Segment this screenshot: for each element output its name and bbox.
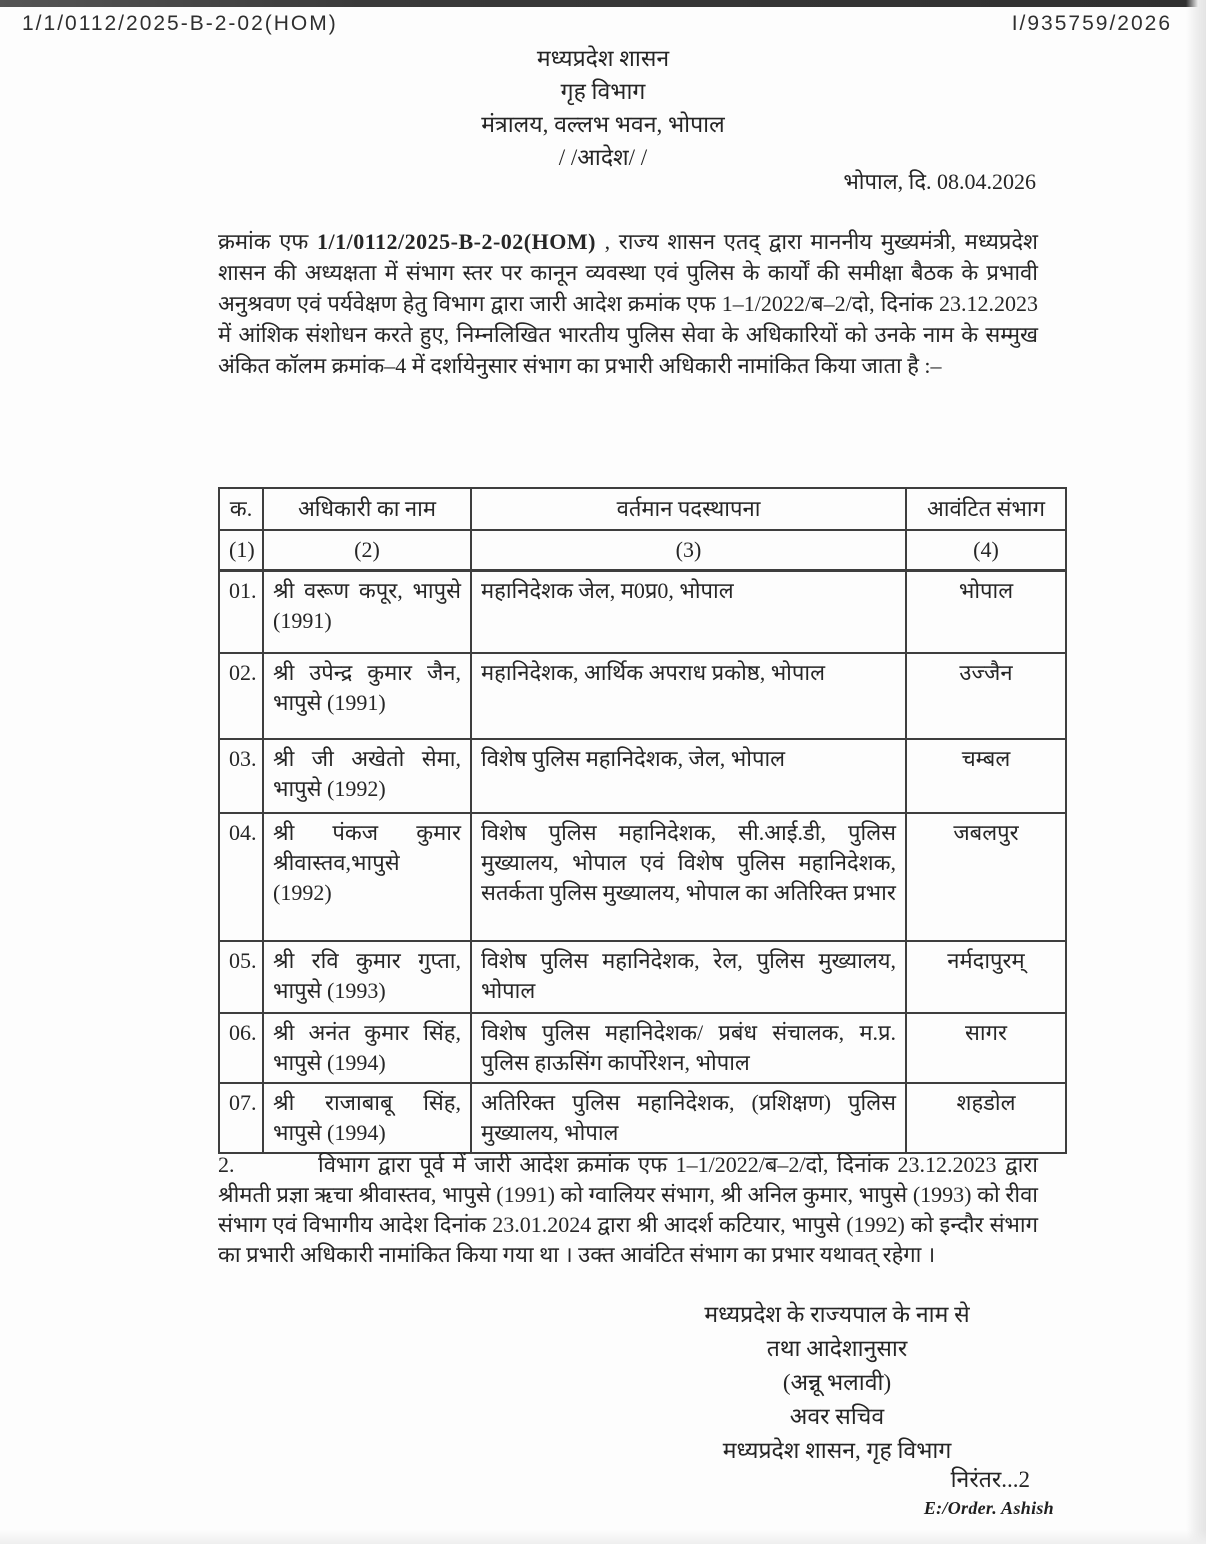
officer-serial-number: 02. [219, 653, 263, 739]
header-allotted-division: आवंटित संभाग [906, 488, 1066, 530]
officer-row [219, 1013, 1066, 1083]
signature-authority-line: मध्यप्रदेश के राज्यपाल के नाम से [704, 1302, 970, 1327]
officer-allotted-division: नर्मदापुरम् [906, 941, 1066, 1013]
order-number-bold: 1/1/0112/2025-B-2-02(HOM) [317, 229, 596, 254]
officer-name: श्री उपेन्द्र कुमार जैन, भापुसे (1991) [263, 653, 471, 739]
officer-serial-number: 03. [219, 739, 263, 813]
second-paragraph-body: विभाग द्वारा पूर्व में जारी आदेश क्रमांक एफ 1–1/2022/ब–2/दो, दिनांक 23.12.2023 द्वारा श्रीमती प्रज्ञा ऋचा श्रीवास्तव, भापुसे (1991) को ग्वालियर संभाग, श्री अनिल कुमार, भापुसे (1993) को रीवा संभाग एवं विभागीय आदेश दिनांक 23.01.2024 द्वारा श्री आदर्श कटियार, भापुसे (1992) को इन्दौर संभाग का प्रभारी अधिकारी नामांकित किया गया था । उक्त आवंटित संभाग का प्रभार यथावत् रहेगा । [218, 1152, 1038, 1267]
officer-name: श्री राजाबाबू सिंह, भापुसे (1994) [263, 1083, 471, 1153]
officer-row [219, 941, 1066, 1013]
officer-name: श्री वरूण कपूर, भापुसे (1991) [263, 571, 471, 653]
government-name: मध्यप्रदेश शासन [536, 46, 670, 71]
officer-allotted-division: भोपाल [906, 571, 1066, 653]
signature-by-order-line: तथा आदेशानुसार [766, 1336, 908, 1361]
column-number-4: (4) [906, 530, 1066, 571]
officer-current-posting: महानिदेशक जेल, म0प्र0, भोपाल [471, 571, 906, 653]
table-header-row [219, 488, 1066, 530]
officer-row [219, 653, 1066, 739]
officer-current-posting: विशेष पुलिस महानिदेशक/ प्रबंध संचालक, म.प्र. पुलिस हाऊसिंग कार्पोरेशन, भोपाल [471, 1013, 906, 1083]
file-reference-number: 1/1/0112/2025-B-2-02(HOM) [22, 12, 338, 35]
order-title: / /आदेश/ / [558, 145, 648, 170]
header-serial: क. [219, 488, 263, 530]
paragraph-number: 2. [218, 1152, 235, 1177]
officer-row [219, 1083, 1066, 1153]
column-number-3: (3) [471, 530, 906, 571]
header-officer-name: अधिकारी का नाम [263, 488, 471, 530]
officer-allotted-division: शहडोल [906, 1083, 1066, 1153]
scan-right-edge [1186, 0, 1206, 1544]
officer-name: श्री रवि कुमार गुप्ता, भापुसे (1993) [263, 941, 471, 1013]
order-number-lead: क्रमांक एफ [218, 229, 318, 254]
officer-serial-number: 04. [219, 813, 263, 941]
scan-top-edge [0, 0, 1206, 7]
officer-allotted-division: उज्जैन [906, 653, 1066, 739]
officer-current-posting: महानिदेशक, आर्थिक अपराध प्रकोष्ठ, भोपाल [471, 653, 906, 739]
officer-allotted-division: सागर [906, 1013, 1066, 1083]
column-number-row [219, 530, 1066, 571]
signature-block [612, 1298, 1062, 1468]
place-and-date: भोपाल, दि. 08.04.2026 [843, 169, 1036, 194]
signatory-name: (अन्नू भलावी) [782, 1370, 892, 1395]
column-number-1: (1) [219, 530, 263, 571]
officer-current-posting: अतिरिक्त पुलिस महानिदेशक, (प्रशिक्षण) पुलिस मुख्यालय, भोपाल [471, 1083, 906, 1153]
officer-serial-number: 06. [219, 1013, 263, 1083]
officer-name: श्री पंकज कुमार श्रीवास्तव,भापुसे (1992) [263, 813, 471, 941]
second-paragraph [218, 1150, 1038, 1270]
opening-paragraph [218, 226, 1038, 381]
officer-row [219, 739, 1066, 813]
officer-current-posting: विशेष पुलिस महानिदेशक, जेल, भोपाल [471, 739, 906, 813]
efile-id: I/935759/2026 [1011, 12, 1172, 35]
continuation-note: निरंतर...2 [950, 1467, 1030, 1492]
department-name: गृह विभाग [560, 79, 646, 104]
officer-serial-number: 01. [219, 571, 263, 653]
efile-footer-note: E:/Order. Ashish [923, 1498, 1054, 1518]
opening-paragraph-body: , राज्य शासन एतद् द्वारा माननीय मुख्यमंत्री, मध्यप्रदेश शासन की अध्यक्षता में संभाग स्तर पर कानून व्यवस्था एवं पुलिस के कार्यों की समीक्षा बैठक के प्रभावी अनुश्रवण एवं पर्यवेक्षण हेतु विभाग द्वारा जारी आदेश क्रमांक एफ 1–1/2022/ब–2/दो, दिनांक 23.12.2023 में आंशिक संशोधन करते हुए, निम्नलिखित भारतीय पुलिस सेवा के अधिकारियों को उनके नाम के सम्मुख अंकित कॉलम क्रमांक–4 में दर्शायेनुसार संभाग का प्रभारी अधिकारी नामांकित किया जाता है :– [218, 229, 1039, 378]
officer-name: श्री अनंत कुमार सिंह, भापुसे (1994) [263, 1013, 471, 1083]
officer-assignment-table [218, 487, 1067, 1154]
officer-name: श्री जी अखेतो सेमा, भापुसे (1992) [263, 739, 471, 813]
signatory-designation: अवर सचिव [789, 1404, 885, 1429]
column-number-2: (2) [263, 530, 471, 571]
scan-bottom-edge [0, 1530, 1206, 1544]
signatory-department: मध्यप्रदेश शासन, गृह विभाग [722, 1438, 952, 1463]
officer-row [219, 571, 1066, 653]
officer-current-posting: विशेष पुलिस महानिदेशक, रेल, पुलिस मुख्यालय, भोपाल [471, 941, 906, 1013]
officer-allotted-division: जबलपुर [906, 813, 1066, 941]
officer-serial-number: 05. [219, 941, 263, 1013]
office-address: मंत्रालय, वल्लभ भवन, भोपाल [481, 112, 725, 137]
letterhead [0, 42, 1206, 174]
officer-serial-number: 07. [219, 1083, 263, 1153]
header-current-posting: वर्तमान पदस्थापना [471, 488, 906, 530]
officer-row [219, 813, 1066, 941]
officer-current-posting: विशेष पुलिस महानिदेशक, सी.आई.डी, पुलिस मुख्यालय, भोपाल एवं विशेष पुलिस महानिदेशक, सतर्कता पुलिस मुख्यालय, भोपाल का अतिरिक्त प्रभार [471, 813, 906, 941]
officer-allotted-division: चम्बल [906, 739, 1066, 813]
officer-table-body [219, 571, 1066, 1153]
